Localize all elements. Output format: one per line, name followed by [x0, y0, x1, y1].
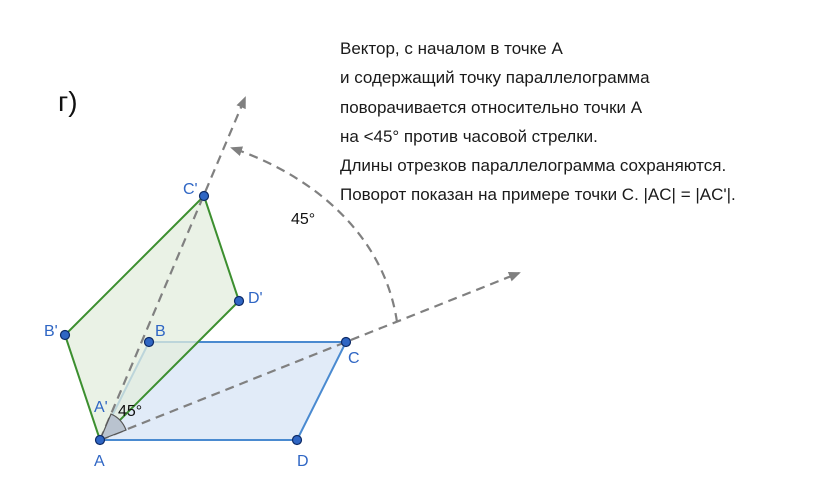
caption-line: Поворот показан на примере точки C. |AC| = |AC'|.	[340, 185, 736, 205]
point-c-prime	[200, 192, 209, 201]
caption-line: и содержащий точку параллелограмма	[340, 68, 650, 88]
label-c: C	[348, 350, 360, 367]
point-b-prime	[61, 331, 70, 340]
angle-label-small: 45°	[118, 403, 143, 420]
part-label: г)	[58, 86, 78, 117]
point-a	[96, 436, 105, 445]
label-a: A	[94, 453, 105, 470]
point-d-prime	[235, 297, 244, 306]
caption-line: Длины отрезков параллелограмма сохраняются.	[340, 156, 727, 176]
point-b	[145, 338, 154, 347]
angle-label-large: 45°	[291, 211, 316, 228]
label-c-prime: C'	[183, 181, 198, 198]
label-d: D	[297, 453, 309, 470]
label-b-prime: B'	[44, 323, 58, 340]
explanation-text	[340, 34, 820, 210]
caption-line: Вектор, с началом в точке A	[340, 39, 563, 58]
label-a-prime: A'	[94, 399, 108, 416]
caption-line: поворачивается относительно точки A	[340, 97, 643, 117]
caption-line: на <45° против часовой стрелки.	[340, 126, 598, 146]
point-c	[342, 338, 351, 347]
label-d-prime: D'	[248, 290, 263, 307]
point-d	[293, 436, 302, 445]
label-b: B	[155, 323, 166, 340]
